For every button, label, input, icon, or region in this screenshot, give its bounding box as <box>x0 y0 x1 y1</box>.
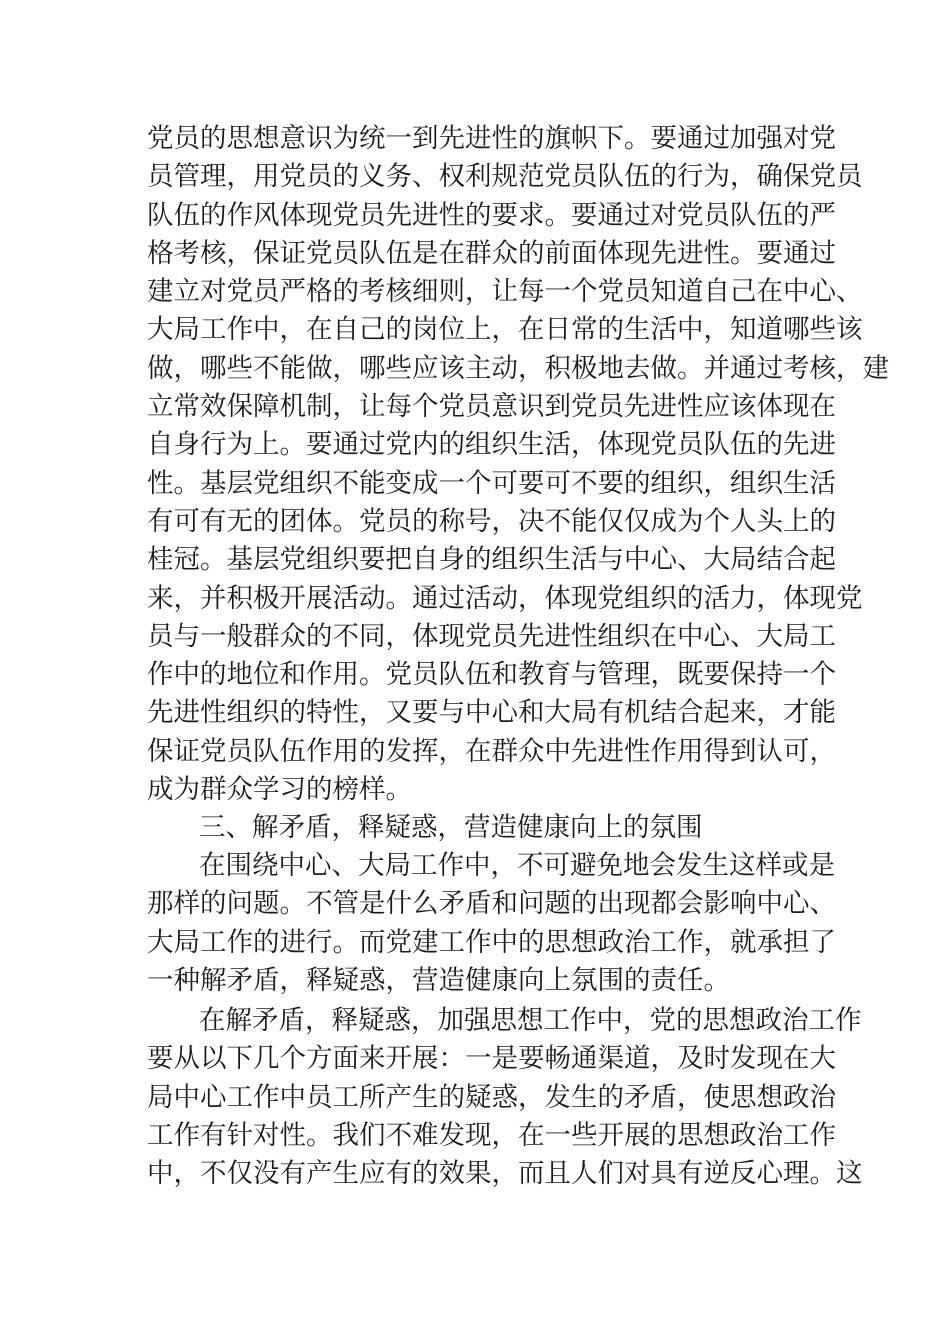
text-line: 格考核，保证党员队伍是在群众的前面体现先进性。要通过 <box>147 237 836 269</box>
text-line: 先进性组织的特性，又要与中心和大局有机结合起来，才能 <box>147 697 836 729</box>
text-line: 队伍的作风体现党员先进性的要求。要通过对党员队伍的严 <box>147 199 836 231</box>
text-line: 一种解矛盾，释疑惑，营造健康向上氛围的责任。 <box>147 964 730 996</box>
text-line: 建立对党员严格的考核细则，让每一个党员知道自己在中心、 <box>147 276 863 308</box>
text-line: 在解矛盾，释疑惑，加强思想工作中，党的思想政治工作 <box>199 1005 862 1036</box>
text-line: 来，并积极开展活动。通过活动，体现党组织的活力，体现党 <box>147 582 863 614</box>
text-line: 在围绕中心、大局工作中，不可避免地会发生这样或是 <box>199 850 835 881</box>
text-line: 桂冠。基层党组织要把自身的组织生活与中心、大局结合起 <box>147 544 836 576</box>
text-line: 大局工作中，在自己的岗位上，在日常的生活中，知道哪些该 <box>147 314 863 346</box>
text-line: 作中的地位和作用。党员队伍和教育与管理，既要保持一个 <box>147 659 836 691</box>
text-line: 党员的思想意识为统一到先进性的旗帜下。要通过加强对党 <box>147 123 836 154</box>
text-line: 做，哪些不能做，哪些应该主动，积极地去做。并通过考核，建 <box>147 352 889 384</box>
text-line: 有可有无的团体。党员的称号，决不能仅仅成为个人头上的 <box>147 505 836 537</box>
paragraph-2 <box>147 847 836 1000</box>
paragraph-1 <box>147 120 889 809</box>
text-line: 工作有针对性。我们不难发现，在一些开展的思想政治工作 <box>147 1119 836 1151</box>
text-line: 立常效保障机制，让每个党员意识到党员先进性应该体现在 <box>147 391 836 423</box>
section-heading <box>147 809 807 847</box>
text-line: 员与一般群众的不同，体现党员先进性组织在中心、大局工 <box>147 620 836 652</box>
text-line: 性。基层党组织不能变成一个可要可不要的组织，组织生活 <box>147 467 836 499</box>
text-line: 要从以下几个方面来开展：一是要畅通渠道，及时发现在大 <box>147 1043 836 1075</box>
paragraph-3 <box>147 1002 863 1193</box>
text-line: 保证党员队伍作用的发挥，在群众中先进性作用得到认可， <box>147 735 836 767</box>
heading-text: 三、解矛盾，释疑惑，营造健康向上的氛围 <box>199 812 703 843</box>
text-line: 大局工作的进行。而党建工作中的思想政治工作，就承担了 <box>147 926 836 958</box>
text-line: 员管理，用党员的义务、权利规范党员队伍的行为，确保党员 <box>147 161 863 193</box>
text-line: 成为群众学习的榜样。 <box>147 774 412 806</box>
text-line: 中，不仅没有产生应有的效果，而且人们对具有逆反心理。这 <box>147 1158 863 1190</box>
text-line: 自身行为上。要通过党内的组织生活，体现党员队伍的先进 <box>147 429 836 461</box>
text-line: 局中心工作中员工所产生的疑惑，发生的矛盾，使思想政治 <box>147 1081 836 1113</box>
text-line: 那样的问题。不管是什么矛盾和问题的出现都会影响中心、 <box>147 888 836 920</box>
